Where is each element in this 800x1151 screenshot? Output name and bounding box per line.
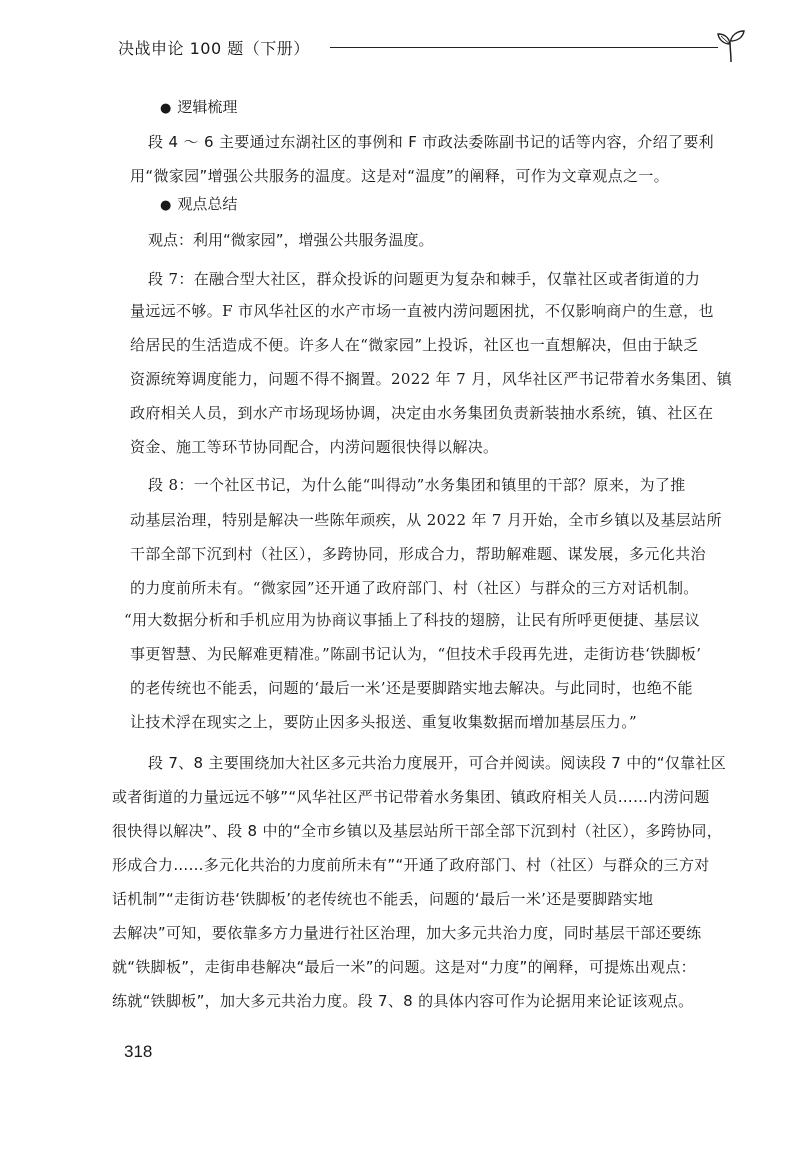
para8-line-2: 动基层治理，特别是解决一些陈年顽疾，从 2022 年 7 月开始，全市乡镇以及基层站所 bbox=[130, 511, 722, 529]
analysis-line-5: 话机制”“走街访巷‘铁脚板’的老传统也不能丢，问题的‘最后一米’还是要脚踏实地 bbox=[112, 890, 654, 908]
para7-line-4: 资源统筹调度能力，问题不得不搁置。2022 年 7 月，风华社区严书记带着水务集团、镇 bbox=[130, 370, 733, 388]
para8-line-1: 段 8：一个社区书记，为什么能“叫得动”水务集团和镇里的干部？原来，为了推 bbox=[148, 476, 686, 494]
para7-line-5: 政府相关人员，到水产市场现场协调，决定由水务集团负责新装抽水系统，镇、社区在 bbox=[130, 404, 714, 422]
analysis-line-3: 很快得以解决”、段 8 中的“全市乡镇以及基层站所干部全部下沉到村（社区），多跨协同， bbox=[112, 822, 723, 840]
summary-heading: ● 观点总结 bbox=[160, 195, 238, 213]
analysis-line-2: 或者街道的力量远远不够”“风华社区严书记带着水务集团、镇政府相关人员……内涝问题 bbox=[112, 788, 710, 806]
analysis-line-7: 就“铁脚板”，走街串巷解决“最后一米”的问题。这是对“力度”的阐释，可提炼出观点： bbox=[112, 958, 696, 976]
logic-line-1: 段 4 ～ 6 主要通过东湖社区的事例和 F 市政法委陈副书记的话等内容，介绍了要利 bbox=[148, 133, 715, 151]
para8-line-4: 的力度前所未有。“微家园”还开通了政府部门、村（社区）与群众的三方对话机制。 bbox=[130, 579, 699, 597]
analysis-line-1: 段 7、8 主要围绕加大社区多元共治力度展开，可合并阅读。阅读段 7 中的“仅靠社区 bbox=[148, 754, 727, 772]
analysis-line-4: 形成合力……多元化共治的力度前所未有”“开通了政府部门、村（社区）与群众的三方对 bbox=[112, 856, 710, 874]
bullet-icon: ● bbox=[160, 101, 172, 116]
book-title: 决战申论 100 题（下册） bbox=[118, 39, 310, 58]
logic-heading: ● 逻辑梳理 bbox=[160, 98, 238, 116]
header-rule bbox=[330, 47, 718, 48]
running-header bbox=[118, 30, 758, 66]
para8-line-5: “用大数据分析和手机应用为协商议事插上了科技的翅膀，让民有所呼更便捷、基层议 bbox=[124, 611, 700, 629]
bullet-icon: ● bbox=[160, 198, 172, 213]
para8-line-8: 让技术浮在现实之上，要防止因多头报送、重复收集数据而增加基层压力。” bbox=[130, 713, 638, 731]
analysis-line-6: 去解决”可知，要依靠多方力量进行社区治理，加大多元共治力度，同时基层干部还要练 bbox=[112, 924, 702, 942]
para7-line-2: 量远远不够。F 市风华社区的水产市场一直被内涝问题困扰，不仅影响商户的生意，也 bbox=[130, 302, 714, 320]
summary-line: 观点：利用“微家园”，增强公共服务温度。 bbox=[148, 231, 434, 249]
analysis-line-8: 练就“铁脚板”，加大多元共治力度。段 7、8 的具体内容可作为论据用来论证该观点。 bbox=[112, 992, 694, 1010]
para7-line-3: 给居民的生活造成不便。许多人在“微家园”上投诉，社区也一直想解决，但由于缺乏 bbox=[130, 336, 699, 354]
para7-line-6: 资金、施工等环节协同配合，内涝问题很快得以解决。 bbox=[130, 438, 499, 456]
para8-line-3: 干部全部下沉到村（社区），多跨协同，形成合力，帮助解难题、谋发展，多元化共治 bbox=[130, 545, 706, 563]
logic-line-2: 用“微家园”增强公共服务的温度。这是对“温度”的阐释，可作为文章观点之一。 bbox=[130, 167, 670, 185]
sprout-icon bbox=[714, 28, 748, 64]
para8-line-6: 事更智慧、为民解难更精准。”陈副书记认为，“但技术手段再先进，走街访巷‘铁脚板’ bbox=[130, 645, 702, 663]
para7-line-1: 段 7：在融合型大社区，群众投诉的问题更为复杂和棘手，仅靠社区或者街道的力 bbox=[148, 270, 701, 288]
para8-line-7: 的老传统也不能丢，问题的‘最后一米’还是要脚踏实地去解决。与此同时，也绝不能 bbox=[130, 679, 693, 697]
page-number: 318 bbox=[124, 1042, 153, 1061]
